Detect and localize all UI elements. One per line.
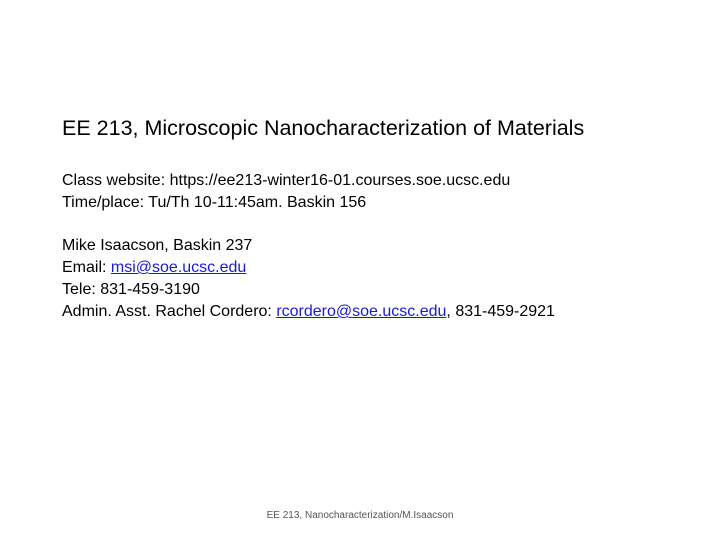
contact-block xyxy=(62,235,555,323)
admin-label: Admin. Asst. Rachel Cordero: xyxy=(62,303,277,320)
instructor-line: Mike Isaacson, Baskin 237 xyxy=(62,237,253,254)
email-line xyxy=(62,257,555,279)
admin-line xyxy=(62,301,555,323)
class-website-url: https://ee213-winter16-01.courses.soe.ucsc.edu xyxy=(169,172,511,189)
class-info-block xyxy=(62,170,510,214)
class-website-line xyxy=(62,170,510,192)
admin-email-link[interactable]: rcordero@soe.ucsc.edu xyxy=(276,303,447,320)
time-place-line: Time/place: Tu/Th 10-11:45am. Baskin 156 xyxy=(62,194,367,211)
admin-phone: , 831-459-2921 xyxy=(446,303,555,320)
tele-line: Tele: 831-459-3190 xyxy=(62,281,200,298)
class-website-label: Class website: xyxy=(62,172,170,189)
slide-title: EE 213, Microscopic Nanocharacterization of Materials xyxy=(62,116,585,140)
instructor-email-link[interactable]: msi@soe.ucsc.edu xyxy=(110,259,247,276)
email-label: Email: xyxy=(62,259,111,276)
slide-footer: EE 213, Nanocharacterization/M.Isaacson xyxy=(266,510,454,521)
